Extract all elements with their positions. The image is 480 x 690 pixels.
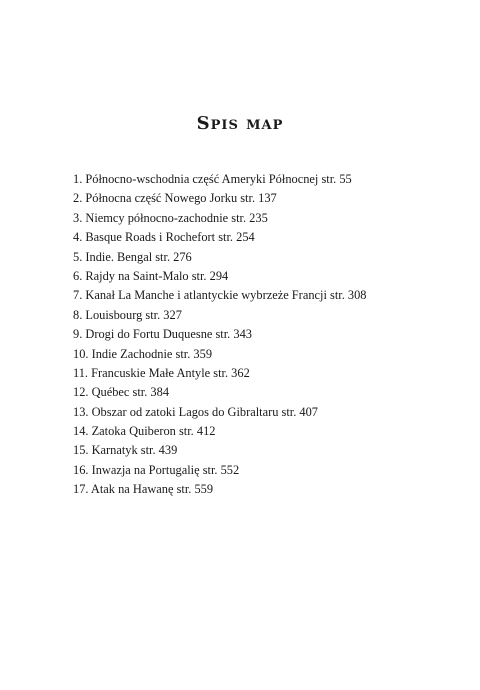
map-list-item: 17. Atak na Hawanę str. 559 [73,482,214,497]
map-list-item: 15. Karnatyk str. 439 [73,443,178,458]
map-list-item: 13. Obszar od zatoki Lagos do Gibraltaru str. 407 [73,404,319,419]
page-title: Spis map [196,113,284,134]
map-list-item: 8. Louisbourg str. 327 [73,307,182,322]
map-list-item: 9. Drogi do Fortu Duquesne str. 343 [73,327,252,342]
map-list-item: 7. Kanał La Manche i atlantyckie wybrzeże Francji str. 308 [73,288,367,303]
map-list-item: 11. Francuskie Małe Antyle str. 362 [73,365,250,380]
map-list-item: 16. Inwazja na Portugalię str. 552 [73,462,240,477]
map-list-item: 3. Niemcy północno-zachodnie str. 235 [73,210,268,225]
map-list-item: 4. Basque Roads i Rochefort str. 254 [73,230,255,245]
map-list [73,170,366,500]
map-list-item: 5. Indie. Bengal str. 276 [73,249,192,264]
map-list-item: 14. Zatoka Quiberon str. 412 [73,424,216,439]
map-list-item: 6. Rajdy na Saint-Malo str. 294 [73,268,229,283]
map-list-item: 10. Indie Zachodnie str. 359 [73,346,213,361]
map-list-item: 12. Québec str. 384 [73,385,170,400]
map-list-item: 1. Północno-wschodnia część Ameryki Północnej str. 55 [73,172,352,186]
map-list-item: 2. Północna część Nowego Jorku str. 137 [73,191,277,206]
